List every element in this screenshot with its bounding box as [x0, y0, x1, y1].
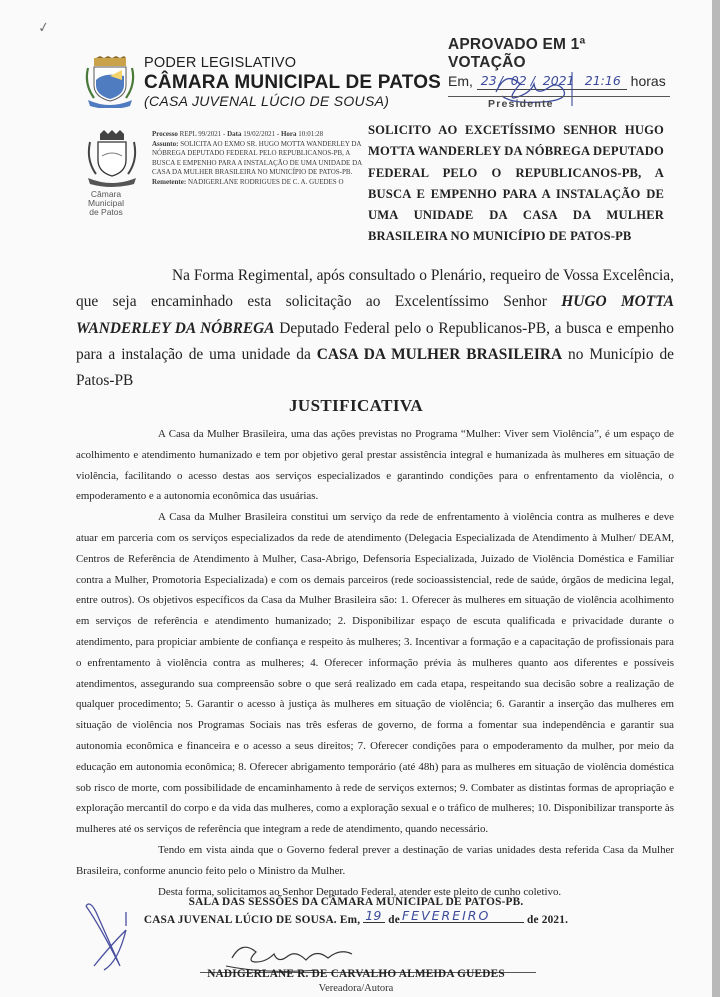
signer-name: NADIGERLANE R. DE CARVALHO ALMEIDA GUEDES [207, 968, 505, 980]
closing-year: de 2021. [527, 914, 569, 926]
processo-label: Processo [152, 130, 178, 138]
protocol-caption-line2: de Patos [89, 207, 123, 217]
closing-month: FEVEREIRO [401, 908, 491, 923]
assunto-value: SOLICITA AO EXMO SR. HUGO MOTTA WANDERLEY DA NÓBREGA DEPUTADO FEDERAL PELO REPUBLICANOS-PB, A BUSCA E EMPENHO PARA A INSTALAÇÃO DE UMA UNIDADE DA CASA DA MULHER BRASILEIRA NO MUNICÍPIO DE PATOS-PB. [152, 139, 362, 176]
letterhead-line1: PODER LEGISLATIVO [144, 55, 297, 71]
protocol-crest-icon [84, 130, 140, 188]
signer-role: Vereadora/Autora [318, 983, 394, 994]
processo-value: REPL 99/2021 [179, 130, 222, 138]
hora-label: Hora [280, 130, 297, 138]
data-label: Data [227, 130, 242, 138]
intro-text-1: Na Forma Regimental, após consultado o Plenário, requeiro de Vossa Excelência, que seja encaminhado esta solicitação ao Excelentíssimo Senhor [76, 267, 674, 311]
page-edge-shadow [712, 0, 720, 997]
approval-day: 23 [480, 73, 497, 88]
approval-time-suffix: horas [630, 73, 666, 89]
approval-date-prefix: Em, [448, 73, 473, 89]
protocol-block: Processo REPL 99/2021 - Data 19/02/2021 - Hora 10:01:28 Assunto: SOLICITA AO EXMO SR. HUGO MOTTA WANDERLEY DA NÓBREGA DEPUTADO FEDERAL PELO REPUBLICANOS-PB, A BUSCA E EMPENHO PARA A INSTALAÇÃO DE UMA UNIDADE DA CASA DA MULHER BRASILEIRA NO MUNICÍPIO DE PATOS-PB. Remetente: NADIGERLANE RODRIGUES DE C. A. GUEDES O [152, 130, 362, 186]
letterhead [144, 55, 441, 109]
justificativa-paragraph-4: Desta forma, solicitamos ao Senhor Deputado Federal, atender este pleito de cunho coletivo. [158, 885, 562, 898]
assunto-label: Assunto: [152, 139, 179, 148]
closing-place: CASA JUVENAL LÚCIO DE SOUSA. Em, [143, 914, 361, 926]
protocol-stamp-caption [72, 190, 140, 217]
intro-org-name: CASA DA MULHER BRASILEIRA [316, 345, 563, 363]
subject-summary: SOLICITO AO EXCETÍSSIMO SENHOR HUGO MOTTA WANDERLEY DA NÓBREGA DEPUTADO FEDERAL PELO O REPUBLICANOS-PB, A BUSCA E EMPENHO PARA A INSTALAÇÃO DE UMA UNIDADE DA CASA DA MULHER BRASILEIRA NO MUNICÍPIO DE PATOS-PB [368, 123, 664, 244]
intro-text-3: no Município de Patos-PB [76, 345, 674, 390]
closing-day: 19 [365, 908, 382, 923]
approval-date-field: 23 / 02 / 2021 21:16 [477, 73, 627, 90]
protocol-caption-line1: Câmara Municipal [88, 189, 124, 208]
justificativa-body [76, 424, 674, 902]
hora-value: 10:01:28 [298, 130, 324, 138]
letterhead-title: CÂMARA MUNICIPAL DE PATOS [144, 72, 442, 93]
request-paragraph [76, 263, 674, 394]
intro-text-2: Deputado Federal pelo o Republicanos-PB, a busca e empenho para a instalação de uma unidade da [76, 319, 674, 363]
approval-stamp-title: APROVADO EM 1ª VOTAÇÃO [448, 36, 586, 71]
remetente-label: Remetente: [152, 177, 187, 186]
pen-mark-icon: ✓ [36, 19, 52, 37]
approval-time: 21:16 [584, 73, 621, 88]
approval-year: 2021 [542, 73, 575, 88]
justificativa-paragraph-3: Tendo em vista ainda que o Governo federal prever a destinação de varias unidades desta referida Casa da Mulher Brasileira, conforme anuncio feito pelo o Ministro da Mulher. [76, 843, 674, 877]
data-value: 19/02/2021 [243, 130, 276, 138]
remetente-value: NADIGERLANE RODRIGUES DE C. A. GUEDES O [187, 177, 344, 186]
letterhead-subtitle: (CASA JUVENAL LÚCIO DE SOUSA) [144, 93, 390, 109]
approval-stamp [448, 36, 666, 110]
municipal-crest-icon [82, 56, 138, 108]
president-signature-line [448, 96, 670, 97]
justificativa-paragraph-2: A Casa da Mulher Brasileira constitui um serviço da rede de enfrentamento à violência contra as mulheres e deve atuar em parceria com os serviços especializados da rede de atendimento (Delegacia Especializada de Atendimento à Mulher/ DEAM, Centros de Referência de Atendimento à Mulher, Casa-Abrigo, Defensoria Especializada, Juizado de Violência Doméstica e Familiar contra a Mulher, Promotoria Especializada) e com os demais parceiros (rede socioassistencial, rede de saúde, órgãos de medicina legal, entre outros). Os objetivos específicos da Casa da Mulher Brasileira são: 1. Oferecer às mulheres em situação de violência acolhimento em serviços de referência e atendimento humanizado; 2. Disponibilizar espaço de escuta qualificada e privacidade durante o atendimento, para propiciar ambiente de confiança e respeito às mulheres; 3. Incentivar a formação e a capacitação de profissionais para o enfrentamento à violência contra as mulheres; 4. Oferecer informação prévia às mulheres quanto aos diferentes e possíveis atendimentos, assegurando sua compreensão sobre o que será realizado em cada etapa, respeitando sua decisão sobre a realização de qualquer procedimento; 5. Garantir o acesso à justiça às mulheres em situação de violência; 6. Garantir a inserção das mulheres em situação de violência nos Programas Sociais nas três esferas de governo, de forma a fomentar sua independência e garantir sua autonomia econômica e financeira e o acesso a seus direitos; 7. Oferecer condições para o empoderamento da mulher, por meio da educação em autonomia econômica; 8. Oferecer abrigamento temporário (até 48h) para as mulheres em situação de violência doméstica sob risco de morte, com possibilidade de encaminhamento à rede de serviços externos; 9. Combater as distintas formas de apropriação e exploração mercantil do corpo e da vida das mulheres, como a exploração sexual e o tráfico de mulheres; 10. Disponibilizar transporte às mulheres até os serviços de referência que integram a rede de atendimento, quando necessário. [76, 511, 674, 836]
closing-de: de [388, 914, 400, 926]
closing-line1: SALA DAS SESSÕES DA CÂMARA MUNICIPAL DE PATOS-PB. [188, 896, 524, 908]
justificativa-paragraph-1: A Casa da Mulher Brasileira, uma das ações previstas no Programa “Mulher: Viver sem Violência”, é um espaço de acolhimento e atendimento humanizado e tem por objetivo geral prestar assistência integral e humanizada às mulheres em situação de violência, facilitando o acesso destas aos serviços especializados e garantindo condições para o enfrentamento da violência, o empoderamento e a autonomia econômica das usuárias. [76, 428, 674, 503]
approval-month: 02 [510, 73, 527, 88]
intro-deputy-name: HUGO MOTTA WANDERLEY DA NÓBREGA [76, 293, 674, 337]
justificativa-heading: JUSTIFICATIVA [289, 396, 423, 415]
approval-signatory-role: Presidente [488, 98, 554, 110]
